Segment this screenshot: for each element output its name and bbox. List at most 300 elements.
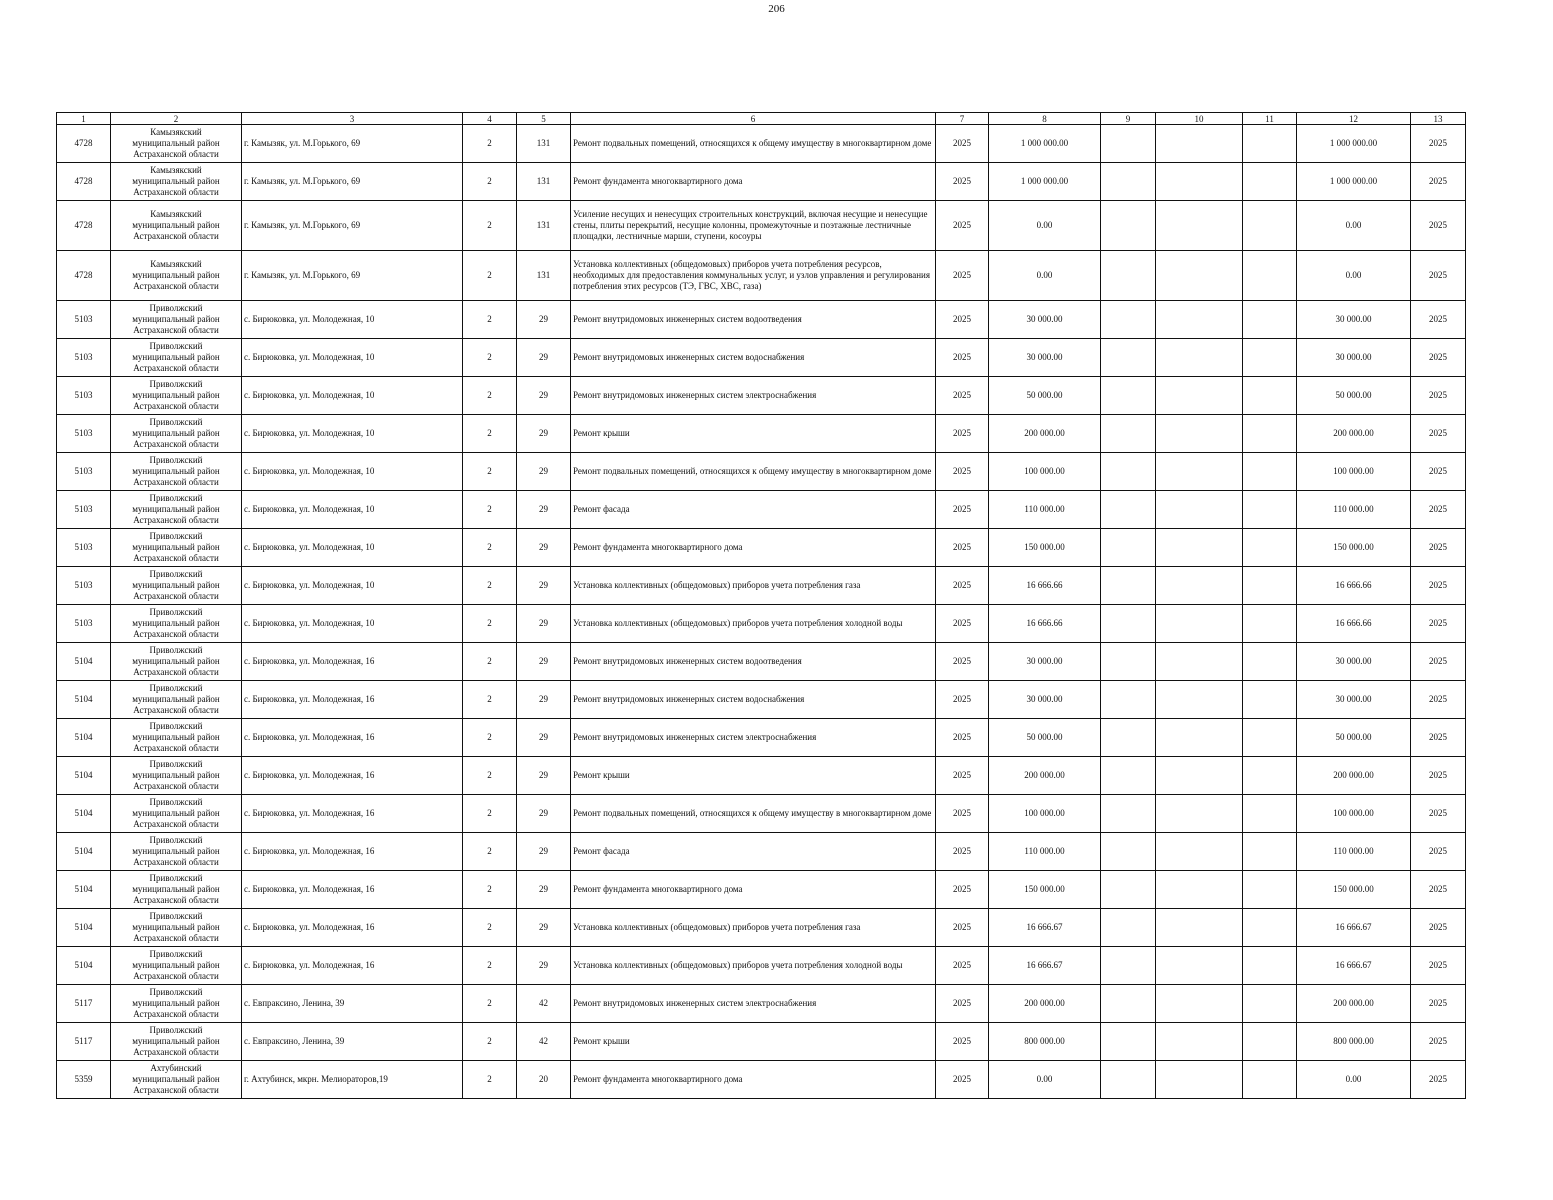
col11-cell bbox=[1243, 795, 1297, 833]
completion-year-cell: 2025 bbox=[1411, 201, 1466, 251]
municipality-line: муниципальный район bbox=[132, 998, 220, 1008]
col9-cell bbox=[1101, 833, 1156, 871]
house-id-cell: 5104 bbox=[57, 871, 111, 909]
municipality-line: муниципальный район bbox=[132, 580, 220, 590]
year-cell: 2025 bbox=[936, 795, 989, 833]
year-cell: 2025 bbox=[936, 1061, 989, 1099]
municipality-cell bbox=[111, 1061, 242, 1099]
col9-cell bbox=[1101, 251, 1156, 301]
col10-cell bbox=[1156, 947, 1243, 985]
col4-cell: 2 bbox=[463, 947, 517, 985]
col10-cell bbox=[1156, 1023, 1243, 1061]
address-cell: с. Бирюковка, ул. Молодежная, 10 bbox=[242, 339, 463, 377]
col4-cell: 2 bbox=[463, 125, 517, 163]
col9-cell bbox=[1101, 125, 1156, 163]
amount-cell: 1 000 000.00 bbox=[989, 163, 1101, 201]
col11-cell bbox=[1243, 377, 1297, 415]
amount-cell: 30 000.00 bbox=[989, 681, 1101, 719]
total-cell: 50 000.00 bbox=[1297, 719, 1411, 757]
amount-cell: 16 666.67 bbox=[989, 947, 1101, 985]
col9-cell bbox=[1101, 163, 1156, 201]
col4-cell: 2 bbox=[463, 377, 517, 415]
amount-cell: 200 000.00 bbox=[989, 985, 1101, 1023]
col11-cell bbox=[1243, 719, 1297, 757]
address-cell: с. Бирюковка, ул. Молодежная, 10 bbox=[242, 301, 463, 339]
col10-cell bbox=[1156, 251, 1243, 301]
municipality-cell bbox=[111, 795, 242, 833]
municipality-line: Приволжский bbox=[149, 303, 203, 313]
col9-cell bbox=[1101, 567, 1156, 605]
col11-cell bbox=[1243, 125, 1297, 163]
col9-cell bbox=[1101, 681, 1156, 719]
col5-cell: 42 bbox=[517, 1023, 571, 1061]
address-cell: с. Бирюковка, ул. Молодежная, 16 bbox=[242, 681, 463, 719]
house-id-cell: 4728 bbox=[57, 201, 111, 251]
municipality-line: муниципальный район bbox=[132, 884, 220, 894]
year-cell: 2025 bbox=[936, 377, 989, 415]
table-row bbox=[57, 1023, 1466, 1061]
year-cell: 2025 bbox=[936, 1023, 989, 1061]
col11-cell bbox=[1243, 985, 1297, 1023]
municipality-line: муниципальный район bbox=[132, 1036, 220, 1046]
col5-cell: 131 bbox=[517, 201, 571, 251]
col5-cell: 29 bbox=[517, 605, 571, 643]
municipality-line: Приволжский bbox=[149, 569, 203, 579]
work-type-cell: Ремонт крыши bbox=[571, 757, 936, 795]
column-header-9: 9 bbox=[1101, 113, 1156, 125]
col4-cell: 2 bbox=[463, 909, 517, 947]
col11-cell bbox=[1243, 1023, 1297, 1061]
amount-cell: 30 000.00 bbox=[989, 643, 1101, 681]
total-cell: 110 000.00 bbox=[1297, 491, 1411, 529]
work-type-cell: Установка коллективных (общедомовых) приборов учета потребления ресурсов, необходимых для предоставления коммунальных услуг, и узлов управления и регулирования потребления этих ресурсов (ТЭ, ГВС, ХВС, газа) bbox=[571, 251, 936, 301]
work-type-cell: Ремонт фундамента многоквартирного дома bbox=[571, 871, 936, 909]
house-id-cell: 5104 bbox=[57, 757, 111, 795]
work-type-cell: Установка коллективных (общедомовых) приборов учета потребления газа bbox=[571, 567, 936, 605]
house-id-cell: 5104 bbox=[57, 833, 111, 871]
total-cell: 0.00 bbox=[1297, 201, 1411, 251]
col10-cell bbox=[1156, 909, 1243, 947]
municipality-line: муниципальный район bbox=[132, 770, 220, 780]
table-row bbox=[57, 339, 1466, 377]
completion-year-cell: 2025 bbox=[1411, 491, 1466, 529]
col4-cell: 2 bbox=[463, 643, 517, 681]
col10-cell bbox=[1156, 567, 1243, 605]
municipality-line: Ахтубинский bbox=[150, 1063, 202, 1073]
house-id-cell: 4728 bbox=[57, 125, 111, 163]
table-row bbox=[57, 301, 1466, 339]
col4-cell: 2 bbox=[463, 833, 517, 871]
col10-cell bbox=[1156, 301, 1243, 339]
house-id-cell: 5104 bbox=[57, 947, 111, 985]
col11-cell bbox=[1243, 567, 1297, 605]
year-cell: 2025 bbox=[936, 163, 989, 201]
municipality-cell bbox=[111, 643, 242, 681]
address-cell: г. Ахтубинск, мкрн. Мелиораторов,19 bbox=[242, 1061, 463, 1099]
municipality-line: Приволжский bbox=[149, 949, 203, 959]
address-cell: с. Бирюковка, ул. Молодежная, 10 bbox=[242, 491, 463, 529]
municipality-line: Астраханской области bbox=[133, 515, 219, 525]
amount-cell: 1 000 000.00 bbox=[989, 125, 1101, 163]
municipality-line: Астраханской области bbox=[133, 971, 219, 981]
col4-cell: 2 bbox=[463, 795, 517, 833]
total-cell: 110 000.00 bbox=[1297, 833, 1411, 871]
col11-cell bbox=[1243, 529, 1297, 567]
completion-year-cell: 2025 bbox=[1411, 757, 1466, 795]
municipality-line: Астраханской области bbox=[133, 477, 219, 487]
col5-cell: 29 bbox=[517, 377, 571, 415]
col5-cell: 29 bbox=[517, 415, 571, 453]
col11-cell bbox=[1243, 643, 1297, 681]
municipality-cell bbox=[111, 719, 242, 757]
house-id-cell: 5103 bbox=[57, 415, 111, 453]
col5-cell: 29 bbox=[517, 567, 571, 605]
col10-cell bbox=[1156, 605, 1243, 643]
col4-cell: 2 bbox=[463, 251, 517, 301]
year-cell: 2025 bbox=[936, 719, 989, 757]
municipality-line: Астраханской области bbox=[133, 553, 219, 563]
table-row bbox=[57, 757, 1466, 795]
table-row bbox=[57, 947, 1466, 985]
completion-year-cell: 2025 bbox=[1411, 795, 1466, 833]
col9-cell bbox=[1101, 643, 1156, 681]
municipality-line: Камызякский bbox=[150, 259, 202, 269]
total-cell: 150 000.00 bbox=[1297, 529, 1411, 567]
year-cell: 2025 bbox=[936, 567, 989, 605]
municipality-line: Приволжский bbox=[149, 683, 203, 693]
completion-year-cell: 2025 bbox=[1411, 871, 1466, 909]
completion-year-cell: 2025 bbox=[1411, 529, 1466, 567]
table-row bbox=[57, 567, 1466, 605]
address-cell: г. Камызяк, ул. М.Горького, 69 bbox=[242, 125, 463, 163]
col9-cell bbox=[1101, 719, 1156, 757]
municipality-line: Камызякский bbox=[150, 127, 202, 137]
completion-year-cell: 2025 bbox=[1411, 415, 1466, 453]
municipality-line: Камызякский bbox=[150, 209, 202, 219]
col11-cell bbox=[1243, 251, 1297, 301]
col9-cell bbox=[1101, 491, 1156, 529]
col5-cell: 29 bbox=[517, 871, 571, 909]
amount-cell: 110 000.00 bbox=[989, 491, 1101, 529]
municipality-line: Астраханской области bbox=[133, 781, 219, 791]
col5-cell: 29 bbox=[517, 643, 571, 681]
municipality-cell bbox=[111, 947, 242, 985]
col4-cell: 2 bbox=[463, 719, 517, 757]
col11-cell bbox=[1243, 163, 1297, 201]
municipality-line: Астраханской области bbox=[133, 325, 219, 335]
col5-cell: 29 bbox=[517, 529, 571, 567]
municipality-line: муниципальный район bbox=[132, 314, 220, 324]
col5-cell: 29 bbox=[517, 909, 571, 947]
col9-cell bbox=[1101, 1061, 1156, 1099]
municipality-line: Приволжский bbox=[149, 1025, 203, 1035]
col4-cell: 2 bbox=[463, 163, 517, 201]
column-header-1: 1 bbox=[57, 113, 111, 125]
table-row bbox=[57, 985, 1466, 1023]
col5-cell: 42 bbox=[517, 985, 571, 1023]
total-cell: 0.00 bbox=[1297, 251, 1411, 301]
amount-cell: 100 000.00 bbox=[989, 795, 1101, 833]
house-id-cell: 5104 bbox=[57, 681, 111, 719]
col10-cell bbox=[1156, 453, 1243, 491]
col4-cell: 2 bbox=[463, 681, 517, 719]
address-cell: г. Камызяк, ул. М.Горького, 69 bbox=[242, 163, 463, 201]
work-type-cell: Ремонт внутридомовых инженерных систем водоотведения bbox=[571, 301, 936, 339]
municipality-line: Астраханской области bbox=[133, 401, 219, 411]
table-row bbox=[57, 795, 1466, 833]
work-type-cell: Ремонт внутридомовых инженерных систем электроснабжения bbox=[571, 985, 936, 1023]
col10-cell bbox=[1156, 491, 1243, 529]
municipality-cell bbox=[111, 415, 242, 453]
municipality-line: муниципальный район bbox=[132, 220, 220, 230]
total-cell: 30 000.00 bbox=[1297, 681, 1411, 719]
work-type-cell: Ремонт фасада bbox=[571, 833, 936, 871]
completion-year-cell: 2025 bbox=[1411, 643, 1466, 681]
municipality-line: Астраханской области bbox=[133, 187, 219, 197]
municipality-line: Астраханской области bbox=[133, 705, 219, 715]
address-cell: с. Бирюковка, ул. Молодежная, 16 bbox=[242, 643, 463, 681]
house-id-cell: 5103 bbox=[57, 339, 111, 377]
column-header-11: 11 bbox=[1243, 113, 1297, 125]
col11-cell bbox=[1243, 871, 1297, 909]
municipality-line: муниципальный район bbox=[132, 466, 220, 476]
total-cell: 100 000.00 bbox=[1297, 453, 1411, 491]
amount-cell: 100 000.00 bbox=[989, 453, 1101, 491]
house-id-cell: 5103 bbox=[57, 529, 111, 567]
house-id-cell: 5103 bbox=[57, 491, 111, 529]
col5-cell: 29 bbox=[517, 301, 571, 339]
col5-cell: 131 bbox=[517, 125, 571, 163]
completion-year-cell: 2025 bbox=[1411, 985, 1466, 1023]
year-cell: 2025 bbox=[936, 301, 989, 339]
municipality-cell bbox=[111, 339, 242, 377]
municipality-line: Приволжский bbox=[149, 455, 203, 465]
col4-cell: 2 bbox=[463, 339, 517, 377]
column-number-header bbox=[57, 113, 1466, 125]
amount-cell: 16 666.66 bbox=[989, 567, 1101, 605]
work-type-cell: Ремонт внутридомовых инженерных систем водоснабжения bbox=[571, 339, 936, 377]
table-row bbox=[57, 1061, 1466, 1099]
table-row bbox=[57, 201, 1466, 251]
year-cell: 2025 bbox=[936, 643, 989, 681]
municipality-line: Приволжский bbox=[149, 493, 203, 503]
house-id-cell: 5104 bbox=[57, 909, 111, 947]
work-type-cell: Ремонт внутридомовых инженерных систем водоотведения bbox=[571, 643, 936, 681]
col10-cell bbox=[1156, 643, 1243, 681]
municipality-line: муниципальный район bbox=[132, 428, 220, 438]
table-row bbox=[57, 909, 1466, 947]
table-body bbox=[57, 125, 1466, 1099]
address-cell: с. Бирюковка, ул. Молодежная, 10 bbox=[242, 529, 463, 567]
municipality-line: муниципальный район bbox=[132, 270, 220, 280]
col11-cell bbox=[1243, 491, 1297, 529]
col9-cell bbox=[1101, 415, 1156, 453]
amount-cell: 16 666.66 bbox=[989, 605, 1101, 643]
col10-cell bbox=[1156, 757, 1243, 795]
house-id-cell: 5104 bbox=[57, 795, 111, 833]
column-header-7: 7 bbox=[936, 113, 989, 125]
municipality-line: муниципальный район bbox=[132, 1074, 220, 1084]
table-row bbox=[57, 415, 1466, 453]
amount-cell: 16 666.67 bbox=[989, 909, 1101, 947]
municipality-cell bbox=[111, 1023, 242, 1061]
work-type-cell: Ремонт внутридомовых инженерных систем электроснабжения bbox=[571, 719, 936, 757]
municipality-line: Астраханской области bbox=[133, 743, 219, 753]
col11-cell bbox=[1243, 833, 1297, 871]
col5-cell: 29 bbox=[517, 339, 571, 377]
work-type-cell: Усиление несущих и ненесущих строительных конструкций, включая несущие и ненесущие стены, плиты перекрытий, несущие колонны, промежуточные и поэтажные лестничные площадки, лестничные марши, ступени, косоуры bbox=[571, 201, 936, 251]
work-type-cell: Ремонт крыши bbox=[571, 415, 936, 453]
completion-year-cell: 2025 bbox=[1411, 339, 1466, 377]
year-cell: 2025 bbox=[936, 605, 989, 643]
col5-cell: 29 bbox=[517, 681, 571, 719]
col10-cell bbox=[1156, 339, 1243, 377]
col4-cell: 2 bbox=[463, 757, 517, 795]
municipality-line: Приволжский bbox=[149, 645, 203, 655]
municipality-cell bbox=[111, 125, 242, 163]
municipality-line: Астраханской области bbox=[133, 363, 219, 373]
house-id-cell: 5103 bbox=[57, 605, 111, 643]
total-cell: 30 000.00 bbox=[1297, 643, 1411, 681]
municipality-line: муниципальный район bbox=[132, 504, 220, 514]
year-cell: 2025 bbox=[936, 871, 989, 909]
total-cell: 16 666.66 bbox=[1297, 567, 1411, 605]
table-row bbox=[57, 377, 1466, 415]
column-header-8: 8 bbox=[989, 113, 1101, 125]
total-cell: 0.00 bbox=[1297, 1061, 1411, 1099]
column-header-12: 12 bbox=[1297, 113, 1411, 125]
amount-cell: 50 000.00 bbox=[989, 719, 1101, 757]
municipality-cell bbox=[111, 301, 242, 339]
year-cell: 2025 bbox=[936, 985, 989, 1023]
municipality-line: Астраханской области bbox=[133, 591, 219, 601]
col9-cell bbox=[1101, 301, 1156, 339]
year-cell: 2025 bbox=[936, 947, 989, 985]
year-cell: 2025 bbox=[936, 125, 989, 163]
col10-cell bbox=[1156, 125, 1243, 163]
house-id-cell: 5359 bbox=[57, 1061, 111, 1099]
col5-cell: 131 bbox=[517, 251, 571, 301]
amount-cell: 30 000.00 bbox=[989, 301, 1101, 339]
col9-cell bbox=[1101, 529, 1156, 567]
municipality-line: муниципальный район bbox=[132, 694, 220, 704]
col11-cell bbox=[1243, 453, 1297, 491]
col9-cell bbox=[1101, 985, 1156, 1023]
col11-cell bbox=[1243, 757, 1297, 795]
municipality-cell bbox=[111, 491, 242, 529]
municipality-line: Приволжский bbox=[149, 417, 203, 427]
col5-cell: 29 bbox=[517, 719, 571, 757]
municipality-cell bbox=[111, 985, 242, 1023]
year-cell: 2025 bbox=[936, 833, 989, 871]
municipality-line: Астраханской области bbox=[133, 231, 219, 241]
work-type-cell: Ремонт подвальных помещений, относящихся к общему имуществу в многоквартирном доме bbox=[571, 125, 936, 163]
col5-cell: 29 bbox=[517, 491, 571, 529]
amount-cell: 200 000.00 bbox=[989, 757, 1101, 795]
col10-cell bbox=[1156, 795, 1243, 833]
total-cell: 16 666.67 bbox=[1297, 909, 1411, 947]
completion-year-cell: 2025 bbox=[1411, 453, 1466, 491]
municipality-line: муниципальный район bbox=[132, 352, 220, 362]
col9-cell bbox=[1101, 453, 1156, 491]
total-cell: 16 666.66 bbox=[1297, 605, 1411, 643]
completion-year-cell: 2025 bbox=[1411, 163, 1466, 201]
total-cell: 1 000 000.00 bbox=[1297, 163, 1411, 201]
address-cell: с. Бирюковка, ул. Молодежная, 16 bbox=[242, 795, 463, 833]
municipality-line: муниципальный район bbox=[132, 808, 220, 818]
col4-cell: 2 bbox=[463, 301, 517, 339]
completion-year-cell: 2025 bbox=[1411, 947, 1466, 985]
table-row bbox=[57, 681, 1466, 719]
col4-cell: 2 bbox=[463, 1023, 517, 1061]
col4-cell: 2 bbox=[463, 985, 517, 1023]
col10-cell bbox=[1156, 719, 1243, 757]
work-type-cell: Установка коллективных (общедомовых) приборов учета потребления холодной воды bbox=[571, 605, 936, 643]
col10-cell bbox=[1156, 681, 1243, 719]
address-cell: с. Евпраксино, Ленина, 39 bbox=[242, 985, 463, 1023]
year-cell: 2025 bbox=[936, 201, 989, 251]
amount-cell: 0.00 bbox=[989, 201, 1101, 251]
year-cell: 2025 bbox=[936, 909, 989, 947]
column-header-2: 2 bbox=[111, 113, 242, 125]
work-type-cell: Установка коллективных (общедомовых) приборов учета потребления газа bbox=[571, 909, 936, 947]
capital-repair-table bbox=[56, 112, 1466, 1099]
column-header-5: 5 bbox=[517, 113, 571, 125]
column-header-3: 3 bbox=[242, 113, 463, 125]
page-number: 206 bbox=[768, 3, 785, 15]
municipality-line: Астраханской области bbox=[133, 819, 219, 829]
municipality-line: муниципальный район bbox=[132, 618, 220, 628]
col4-cell: 2 bbox=[463, 453, 517, 491]
municipality-line: муниципальный район bbox=[132, 542, 220, 552]
municipality-line: Астраханской области bbox=[133, 439, 219, 449]
col10-cell bbox=[1156, 201, 1243, 251]
municipality-line: муниципальный район bbox=[132, 138, 220, 148]
address-cell: с. Бирюковка, ул. Молодежная, 16 bbox=[242, 909, 463, 947]
table-row bbox=[57, 643, 1466, 681]
col11-cell bbox=[1243, 681, 1297, 719]
municipality-line: муниципальный район bbox=[132, 922, 220, 932]
house-id-cell: 5104 bbox=[57, 719, 111, 757]
col4-cell: 2 bbox=[463, 201, 517, 251]
col4-cell: 2 bbox=[463, 529, 517, 567]
amount-cell: 0.00 bbox=[989, 1061, 1101, 1099]
col11-cell bbox=[1243, 605, 1297, 643]
col10-cell bbox=[1156, 833, 1243, 871]
completion-year-cell: 2025 bbox=[1411, 377, 1466, 415]
municipality-line: Астраханской области bbox=[133, 1009, 219, 1019]
year-cell: 2025 bbox=[936, 251, 989, 301]
column-header-6: 6 bbox=[571, 113, 936, 125]
col10-cell bbox=[1156, 163, 1243, 201]
completion-year-cell: 2025 bbox=[1411, 301, 1466, 339]
total-cell: 200 000.00 bbox=[1297, 757, 1411, 795]
municipality-line: Приволжский bbox=[149, 379, 203, 389]
col4-cell: 2 bbox=[463, 491, 517, 529]
col9-cell bbox=[1101, 377, 1156, 415]
house-id-cell: 5103 bbox=[57, 301, 111, 339]
col5-cell: 29 bbox=[517, 453, 571, 491]
address-cell: с. Бирюковка, ул. Молодежная, 10 bbox=[242, 605, 463, 643]
col5-cell: 29 bbox=[517, 757, 571, 795]
year-cell: 2025 bbox=[936, 757, 989, 795]
work-type-cell: Ремонт подвальных помещений, относящихся к общему имуществу в многоквартирном доме bbox=[571, 795, 936, 833]
table-row bbox=[57, 833, 1466, 871]
municipality-line: Приволжский bbox=[149, 797, 203, 807]
municipality-cell bbox=[111, 757, 242, 795]
completion-year-cell: 2025 bbox=[1411, 719, 1466, 757]
municipality-line: Астраханской области bbox=[133, 149, 219, 159]
